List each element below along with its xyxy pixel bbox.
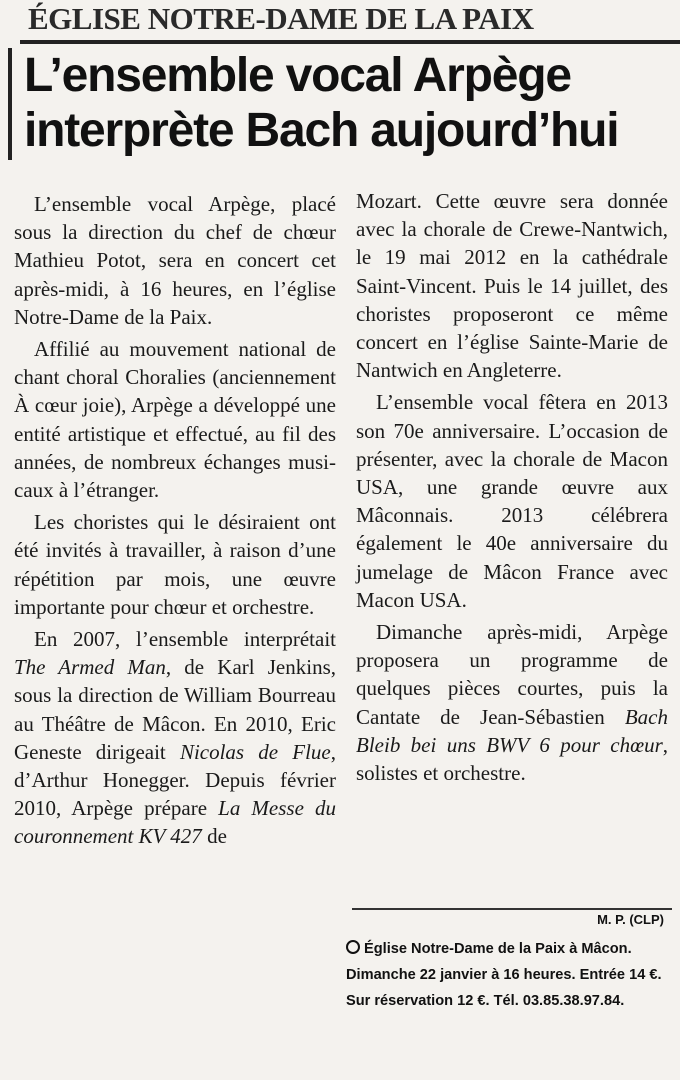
headline-line-2: interprète Bach aujourd’hui — [24, 104, 619, 157]
top-rule — [20, 40, 680, 44]
left-rule — [8, 48, 12, 160]
title-nicolas-de-flue: Nicolas de Flue — [179, 739, 331, 764]
practical-info-text: Église Notre-Dame de la Paix à Mâcon. Dimanche 22 janvier à 16 heures. Entrée 14 €. Sur réservation 12 €. Tél. 03.85.38.97.84. — [346, 941, 662, 1009]
article-column-left — [14, 190, 336, 855]
headline-line-1: L’ensemble vocal Arpège — [24, 49, 571, 102]
title-armed-man: The Armed Man — [14, 655, 166, 680]
article-column-right — [356, 187, 668, 791]
author-signature: M. P. (CLP) — [597, 912, 664, 927]
practical-info — [346, 936, 664, 1014]
paragraph-1: L’ensemble vocal Arpège, placé sous la direction du chef de chœur Mathieu Potot, sera en concert cet après-midi, à 16 heures, en l’église Notre-Dame de la Paix. — [14, 192, 336, 329]
paragraph-4-text-b: , de Karl Jenkins, sous la direction de William Bourreau au Théâtre de Mâcon. En 2010, Eric Geneste dirigeait — [14, 655, 336, 764]
signature-rule — [352, 908, 672, 910]
paragraph-4-text-a: En 2007, l’ensemble interprétait — [34, 627, 336, 652]
paragraph-7-text-b: , solistes et orchestre. — [356, 732, 668, 786]
headline — [24, 48, 674, 158]
kicker: ÉGLISE NOTRE-DAME DE LA PAIX — [28, 1, 534, 36]
paragraph-6: L’ensemble vocal fêtera en 2013 son 70e anniversaire. L’occasion de présenter, avec la chorale de Macon USA, une grande œuvre aux Mâconnais. 2013 célébrera également le 40e anniversaire du jumelage de Mâcon France avec Macon USA. — [356, 390, 668, 612]
paragraph-4-text-d: de — [201, 824, 227, 849]
title-cantate: Bach Bleib bei uns BWV 6 pour chœur — [356, 704, 668, 757]
paragraph-2: Affilié au mouvement national de chant choral Choralies (anciennement À cœur joie), Arpège a développé une entité artistique et effectué, au fil des années, de nombreux échanges musicaux à l’étranger. — [14, 337, 336, 503]
paragraph-4 — [14, 625, 336, 851]
paragraph-7-text-a: Dimanche après-midi, Arpège proposera un programme de quelques pièces courtes, puis la Cantate de Jean-Sébastien — [356, 620, 668, 729]
paragraph-7 — [356, 618, 668, 787]
paragraph-3: Les choristes qui le désiraient ont été invités à travailler, à raison d’une répétition par mois, une œuvre importante pour chœur et orchestre. — [14, 510, 336, 619]
location-pin-icon — [346, 940, 360, 954]
paragraph-4-text-c: , d’Arthur Honegger. Depuis février 2010, Arpège prépare — [14, 739, 336, 821]
paragraph-5: Mozart. Cette œuvre sera donnée avec la chorale de Crewe-Nantwich, le 19 mai 2012 en la cathédrale Saint-Vincent. Puis le 14 juillet, des choristes proposeront ce même concert en l’église Sainte-Marie de Nantwich en Angleterre. — [356, 189, 668, 383]
title-messe-couronnement: La Messe du couronnement KV 427 — [14, 796, 336, 849]
